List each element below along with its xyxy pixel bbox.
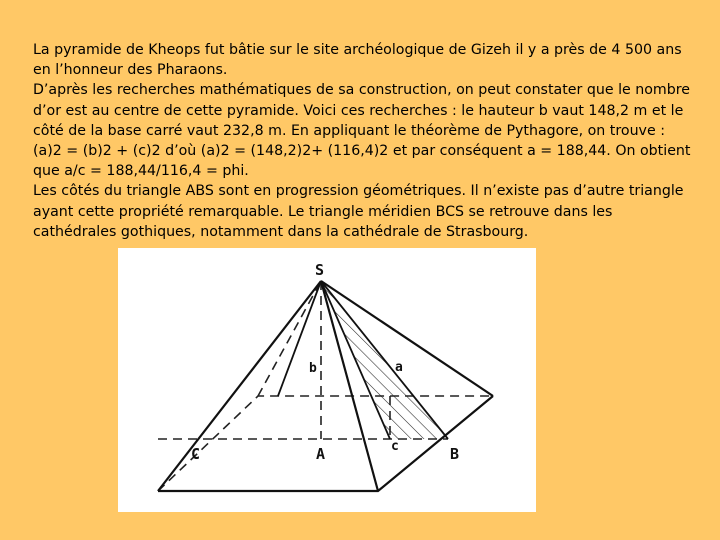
label-s: S bbox=[315, 261, 325, 279]
label-a-point: A bbox=[316, 445, 326, 463]
label-b-side: b bbox=[309, 361, 317, 376]
pyramid-svg bbox=[118, 248, 536, 512]
pyramid-diagram bbox=[118, 248, 536, 512]
hidden-edges bbox=[158, 281, 493, 491]
body-text bbox=[33, 40, 693, 242]
label-c-side: c bbox=[391, 439, 399, 454]
paragraph-calculation: D’après les recherches mathématiques de sa construction, on peut constater que le nombre d’or est au centre de cette pyramide. Voici ces recherches : le hauteur b vaut 148,2 m et le côté de la base carré vaut 232,8 m. En appliquant le théorème de Pythagore, on trouve : (a)2 = (b)2 + (c)2 d’où (a)2 = (148,2)2+ (116,4)2 et par conséquent a = 188,44. On obtient que a/c = 188,44/116,4 = phi. bbox=[33, 82, 691, 180]
label-b-point: B bbox=[450, 445, 460, 463]
visible-edges bbox=[158, 281, 493, 491]
label-a-side: a bbox=[395, 360, 403, 375]
paragraph-intro: La pyramide de Kheops fut bâtie sur le site archéologique de Gizeh il y a près de 4 500 ans en l’honneur des Pharaons. bbox=[33, 42, 682, 79]
label-c-point: C bbox=[191, 445, 201, 463]
paragraph-triangle: Les côtés du triangle ABS sont en progression géométriques. Il n’existe pas d’autre triangle ayant cette propriété remarquable. Le triangle méridien BCS se retrouve dans les cathédrales gothiques, notamment dans la cathédrale de Strasbourg. bbox=[33, 183, 684, 240]
